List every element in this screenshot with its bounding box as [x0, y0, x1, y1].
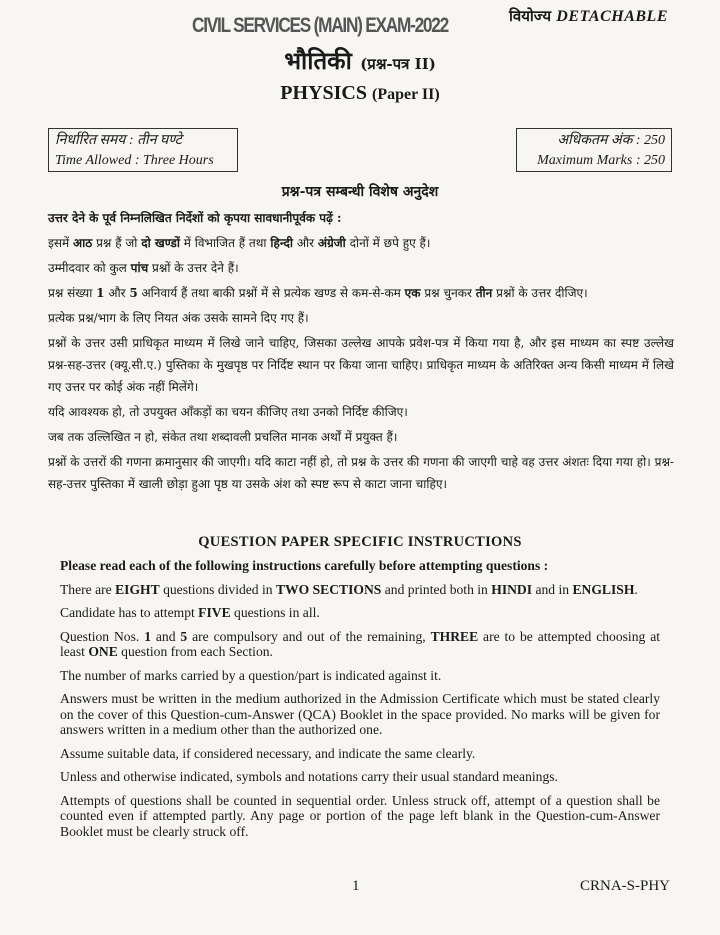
time-allowed-box [48, 128, 238, 172]
hindi-instruction-8: प्रश्नों के उत्तरों की गणना क्रमानुसार की जाएगी। यदि काटा नहीं हो, तो प्रश्न के उत्तर की गणना की जाएगी चाहे वह उत्तर अंशतः दिया गया हो। प्रश्न-सह-उत्तर पुस्तिका में खाली छोड़ा हुआ पृष्ठ या उसके अंश को स्पष्ट रूप से काटा जाना चाहिए। [48, 455, 674, 491]
detachable-label-english: DETACHABLE [556, 8, 668, 25]
maximum-marks-hindi: अधिकतम अंक : 250 [557, 133, 665, 148]
hindi-instructions-heading: प्रश्न-पत्र सम्बन्धी विशेष अनुदेश [281, 184, 439, 200]
time-allowed-hindi: निर्धारित समय : तीन घण्टे [55, 133, 182, 148]
english-instruction-6: Assume suitable data, if considered necessary, and indicate the same clearly. [60, 745, 476, 761]
maximum-marks-box [516, 128, 672, 172]
english-instructions [60, 558, 660, 839]
hindi-instruction-1: इसमें आठ प्रश्न हैं जो दो खण्डों में विभाजित हैं तथा हिन्दी और अंग्रेजी दोनों में छपे हुए हैं। [48, 236, 431, 250]
english-instructions-heading: QUESTION PAPER SPECIFIC INSTRUCTIONS [198, 534, 522, 550]
hindi-instruction-4: प्रत्येक प्रश्न/भाग के लिए नियत अंक उसके सामने दिए गए हैं। [48, 311, 309, 325]
hindi-instruction-7: जब तक उल्लिखित न हो, संकेत तथा शब्दावली प्रचलित मानक अर्थों में प्रयुक्त हैं। [48, 430, 398, 444]
subject-hindi: भौतिकी [284, 46, 352, 75]
paper-title-hindi [0, 44, 720, 77]
english-lead: Please read each of the following instructions carefully before attempting questions : [60, 558, 549, 573]
page-number: 1 [352, 878, 360, 894]
english-instruction-4: The number of marks carried by a question/part is indicated against it. [60, 667, 442, 683]
hindi-instruction-2: उम्मीदवार को कुल पांच प्रश्नों के उत्तर देने हैं। [48, 261, 239, 275]
time-allowed-english: Time Allowed : Three Hours [55, 153, 214, 168]
english-instruction-3: Question Nos. 1 and 5 are compulsory and out of the remaining, THREE are to be attempted choosing at least ONE question from each Section. [60, 628, 661, 659]
english-instruction-5: Answers must be written in the medium authorized in the Admission Certificate which must be stated clearly on the cover of this Question-cum-Answer (QCA) Booklet in the space provided. No marks will be given for answers written in a medium other than the authorized one. [60, 691, 660, 737]
subject-english: PHYSICS [280, 82, 367, 104]
paper-number-english: (Paper II) [372, 86, 440, 103]
hindi-instruction-6: यदि आवश्यक हो, तो उपयुक्त आँकड़ों का चयन कीजिए तथा उनको निर्दिष्ट कीजिए। [48, 405, 408, 419]
paper-number-hindi: (प्रश्न-पत्र II) [360, 55, 436, 73]
english-instruction-8: Attempts of questions shall be counted in sequential order. Unless struck off, attempt of a question shall be counted even if attempted partly. Any page or portion of the page left blank in the Question-cum-Answer Booklet must be clearly struck off. [60, 792, 660, 839]
english-instruction-1: There are EIGHT questions divided in TWO SECTIONS and printed both in HINDI and in ENGLISH. [60, 581, 638, 597]
maximum-marks-english: Maximum Marks : 250 [537, 153, 665, 168]
hindi-instructions [48, 207, 674, 495]
hindi-instruction-3: प्रश्न संख्या 1 और 5 अनिवार्य हैं तथा बाकी प्रश्नों में से प्रत्येक खण्ड से कम-से-कम एक प्रश्न चुनकर तीन प्रश्नों के उत्तर दीजिए। [48, 286, 588, 300]
english-instruction-7: Unless and otherwise indicated, symbols and notations carry their usual standard meanings. [60, 769, 558, 784]
paper-title-english [0, 82, 720, 105]
detachable-label [509, 6, 668, 26]
detachable-label-hindi: वियोज्य [508, 7, 552, 25]
paper-code: CRNA-S-PHY [579, 878, 670, 894]
english-instruction-2: Candidate has to attempt FIVE questions in all. [60, 605, 320, 620]
exam-stamp: CIVIL SERVICES (MAIN) EXAM-2022 [192, 14, 448, 37]
hindi-lead: उत्तर देने के पूर्व निम्नलिखित निर्देशों को कृपया सावधानीपूर्वक पढ़ें : [48, 211, 342, 225]
hindi-instruction-5: प्रश्नों के उत्तर उसी प्राधिकृत माध्यम में लिखे जाने चाहिए, जिसका उल्लेख आपके प्रवेश-पत्र में किया गया है, और इस माध्यम का स्पष्ट उल्लेख प्रश्न-सह-उत्तर (क्यू.सी.ए.) पुस्तिका के मुखपृष्ठ पर निर्दिष्ट स्थान पर किया जाना चाहिए। प्राधिकृत माध्यम के अतिरिक्त अन्य किसी माध्यम में लिखे गए उत्तर पर कोई अंक नहीं मिलेंगे। [48, 336, 674, 394]
